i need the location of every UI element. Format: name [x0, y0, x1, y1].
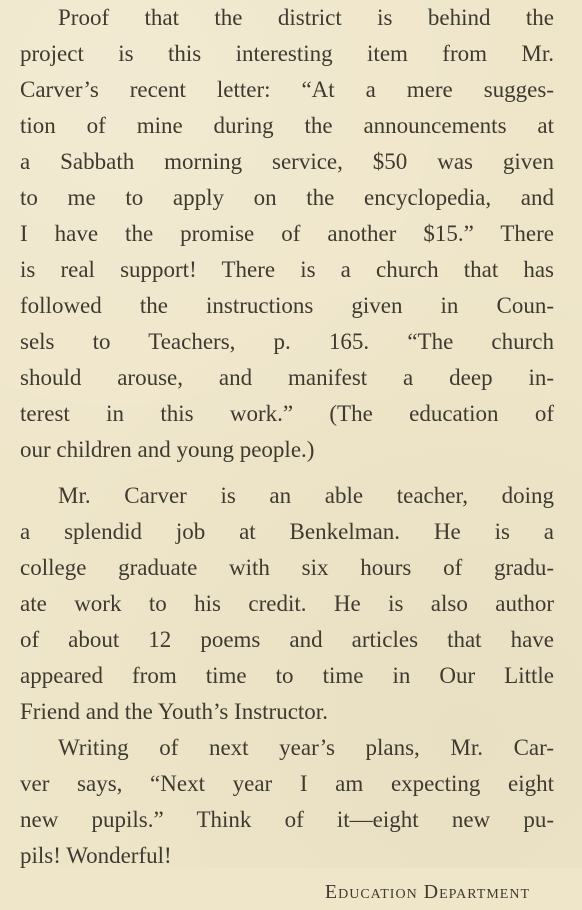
text-line: Proof that the district is behind the [58, 5, 554, 30]
text-line: ver says, “Next year I am expecting eight [20, 771, 554, 796]
text-line: new pupils.” Think of it—eight new pu- [20, 807, 554, 832]
text-line: to me to apply on the encyclopedia, and [20, 185, 554, 210]
text-line: Friend and the Youth’s Instructor. [20, 699, 328, 724]
text-line: sels to Teachers, p. 165. “The church [20, 329, 554, 354]
text-line: Mr. Carver is an able teacher, doing [58, 483, 554, 508]
paragraph-next-year [20, 730, 554, 874]
article-body [20, 0, 554, 910]
text-line: college graduate with six hours of gradu- [20, 555, 554, 580]
text-line: a Sabbath morning service, $50 was given [20, 149, 554, 174]
paragraph-district-support [20, 0, 554, 468]
text-line: a splendid job at Benkelman. He is a [20, 519, 554, 544]
department-signature: Education Department [324, 881, 530, 903]
text-line: I have the promise of another $15.” There [20, 221, 554, 246]
paragraph-teacher-credentials [20, 478, 554, 730]
text-line: Writing of next year’s plans, Mr. Car- [58, 735, 554, 760]
text-line: should arouse, and manifest a deep in- [20, 365, 554, 390]
text-line: of about 12 poems and articles that have [20, 627, 554, 652]
text-line: followed the instructions given in Coun- [20, 293, 554, 318]
text-line: Carver’s recent letter: “At a mere sugges- [20, 77, 554, 102]
text-line: our children and young people.) [20, 437, 315, 462]
text-line: tion of mine during the announcements at [20, 113, 554, 138]
text-line: terest in this work.” (The education of [20, 401, 554, 426]
text-line: is real support! There is a church that has [20, 257, 554, 282]
text-line: project is this interesting item from Mr. [20, 41, 554, 66]
text-line: appeared from time to time in Our Little [20, 663, 554, 688]
text-line: pils! Wonderful! [20, 843, 172, 868]
text-line: ate work to his credit. He is also author [20, 591, 554, 616]
